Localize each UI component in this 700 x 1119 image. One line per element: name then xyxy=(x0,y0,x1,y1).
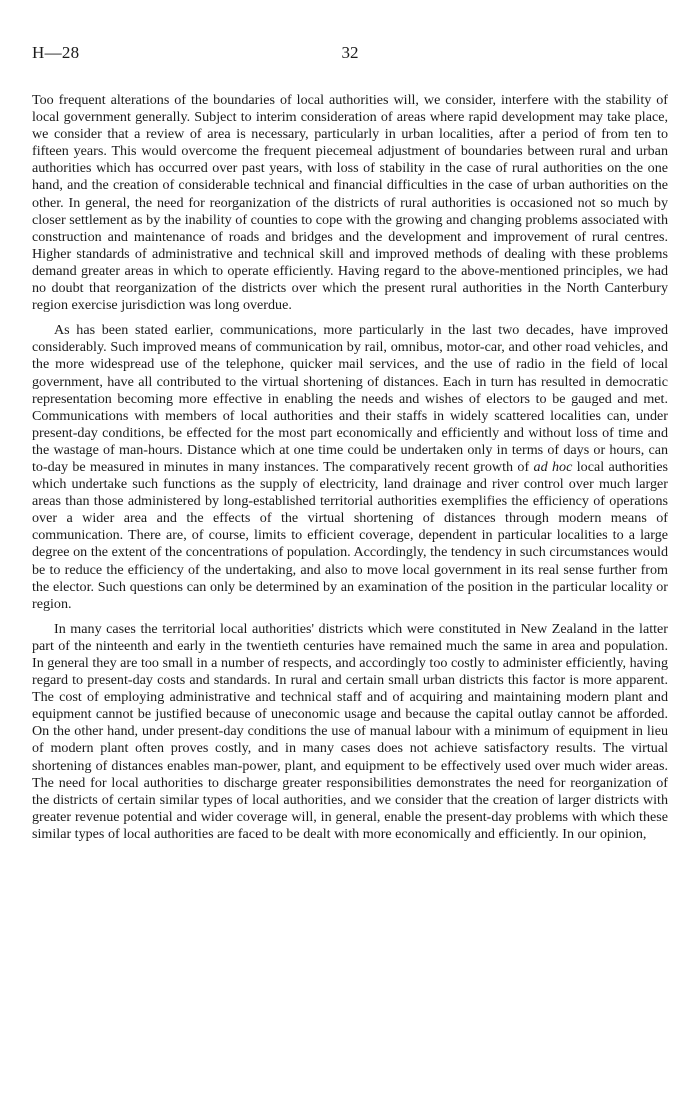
document-code: H—28 xyxy=(32,43,80,62)
paragraph-communications xyxy=(32,322,668,613)
paragraph-district-size: In many cases the territorial local authorities' districts which were constituted in New Zealand in the latter part of the ninteenth and early in the twentieth centuries have remained much the same in area and population. In general they are too small in a number of respects, and accordingly too costly to administer efficiently, having regard to present-day costs and standards. In rural and certain small urban districts this factor is more apparent. The cost of employing administrative and technical staff and of acquiring and maintaining modern plant and equipment cannot be justified because of uneconomic usage and because the capital outlay cannot be afforded. On the other hand, under present-day conditions the use of manual labour with a minimum of equipment in lieu of modern plant often proves costly, and in many cases does not achieve satisfactory results. The virtual shortening of distances enables man-power, plant, and equipment to be effectively used over much wider areas. The need for local authorities to discharge greater responsibilities demonstrates the need for reorganization of the districts of certain similar types of local authorities, and we consider that the creation of larger districts with greater revenue potential and wider coverage will, in general, enable the present-day problems with which these similar types of local authorities are faced to be dealt with more economically and efficiently. In our opinion, xyxy=(32,620,668,842)
paragraph-boundary-alterations: Too frequent alterations of the boundaries of local authorities will, we consider, interfere with the stability of local government generally. Subject to interim consideration of areas where rapid development may take place, we consider that a review of area is necessary, particularly in urban localities, after a period of from ten to fifteen years. This would overcome the frequent piecemeal adjustment of boundaries between rural and urban authorities which has occurred over past years, with loss of stability in the case of rural authorities on the one hand, and the creation of considerable technical and financial difficulties in the case of urban authorities on the other. In general, the need for reorganization of the districts of rural authorities is occasioned not so much by closer settlement as by the inability of counties to cope with the growing and changing problems associated with construction and maintenance of roads and bridges and the development and improvement of rural centres. Higher standards of administrative and technical skill and improved methods of dealing with these problems demand greater areas in which to operate efficiently. Having regard to the above-mentioned principles, we had no doubt that reorganization of the districts over which the present rural authorities in the North Canterbury region exercise jurisdiction was long overdue. xyxy=(32,92,668,314)
page-header xyxy=(32,43,668,69)
paragraph-text: local authorities which undertake such functions as the supply of electricity, land drainage and river control over much larger areas than those administered by long-established territorial authorities exemplifies the efficiency of operations over a wider area and the effects of the virtual shortening of distances through modern means of communication. There are, of course, limits to efficient coverage, dependent in particular localities to a large degree on the extent of the concentrations of population. Accordingly, the tendency in such circumstances would be to reduce the efficiency of the undertaking, and also to move local government in its real sense further from the elector. Such questions can only be determined by an examination of the position in the particular locality or region. xyxy=(32,458,668,612)
italic-term: ad hoc xyxy=(533,458,573,475)
paragraph-text: As has been stated earlier, communications, more particularly in the last two decades, have improved considerably. Such improved means of communication by rail, omnibus, motor-car, and other road vehicles, and the more widespread use of the telephone, quicker mail services, and the use of radio in the field of local government, have all contributed to the virtual shortening of distances. Each in turn has resulted in democratic representation becoming more effective in enabling the needs and wishes of electors to be gauged and met. Communications with members of local authorities and their staffs in widely scattered localities can, under present-day conditions, be effected for the most part economically and efficiently and without loss of time and the wastage of man-hours. Distance which at one time could be undertaken only in terms of days or hours, can to-day be measured in minutes in many instances. The comparatively recent growth of xyxy=(32,322,668,475)
page-body xyxy=(32,92,668,851)
page-number: 32 xyxy=(341,43,359,62)
